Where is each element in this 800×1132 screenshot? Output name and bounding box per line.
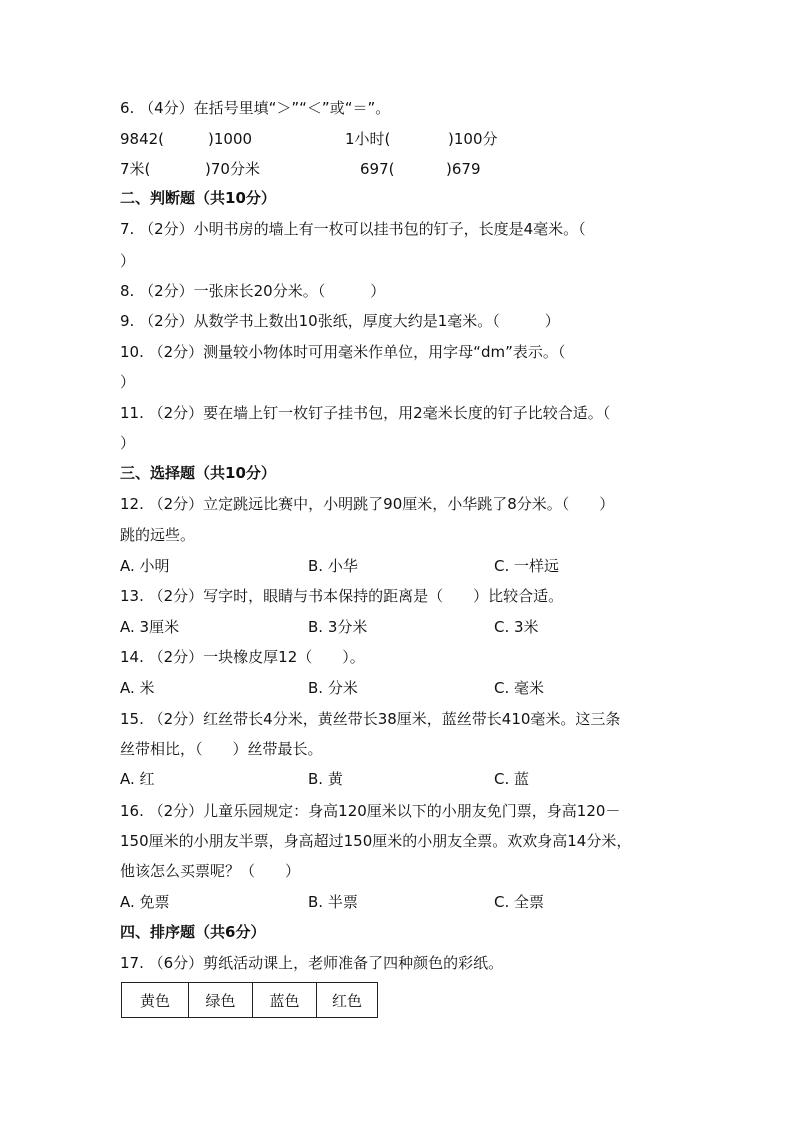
q14-option-c: C. 毫米 — [494, 679, 545, 697]
q11-line2: ） — [120, 434, 136, 452]
q13-option-a: A. 3厘米 — [120, 618, 180, 636]
table-row — [122, 983, 378, 1018]
q6-item-4-right: )679 — [446, 160, 481, 178]
q12-line1: 12. （2分）立定跳远比赛中，小明跳了90厘米，小华跳了8分米。（ ） — [120, 495, 615, 513]
q13-line1: 13. （2分）写字时，眼睛与书本保持的距离是（ ）比较合适。 — [120, 587, 564, 605]
q6-item-1-right: )1000 — [208, 130, 253, 148]
q16-line2: 150厘米的小朋友半票，身高超过150厘米的小朋友全票。欢欢身高14分米， — [120, 832, 632, 850]
q6-item-2-left: 1小时( — [345, 130, 391, 148]
color-paper-table — [121, 982, 378, 1018]
q6-item-3-right: )70分米 — [205, 160, 260, 178]
q12-option-b: B. 小华 — [308, 557, 358, 575]
q15-option-c: C. 蓝 — [494, 770, 530, 788]
q9: 9. （2分）从数学书上数出10张纸，厚度大约是1毫米。（ ） — [120, 312, 560, 330]
q16-line1: 16. （2分）儿童乐园规定：身高120厘米以下的小朋友免门票，身高120－ — [120, 802, 621, 820]
q8: 8. （2分）一张床长20分米。（ ） — [120, 282, 386, 300]
q11-line1: 11. （2分）要在墙上钉一枚钉子挂书包，用2毫米长度的钉子比较合适。（ — [120, 404, 611, 422]
q15-option-b: B. 黄 — [308, 770, 343, 788]
q13-option-c: C. 3米 — [494, 618, 539, 636]
q6-item-1-left: 9842( — [120, 130, 165, 148]
q15-line1: 15. （2分）红丝带长4分米，黄丝带长38厘米，蓝丝带长410毫米。这三条 — [120, 710, 621, 728]
color-cell-blue: 蓝色 — [253, 983, 317, 1018]
q12-option-a: A. 小明 — [120, 557, 170, 575]
q17-line1: 17. （6分）剪纸活动课上，老师准备了四种颜色的彩纸。 — [120, 954, 504, 972]
q10-line1: 10. （2分）测量较小物体时可用毫米作单位，用字母“dm”表示。（ — [120, 343, 566, 361]
q6-stem: 6. （4分）在括号里填“＞”“＜”或“＝”。 — [120, 99, 391, 117]
q6-item-4-left: 697( — [360, 160, 395, 178]
q7-line1: 7. （2分）小明书房的墙上有一枚可以挂书包的钉子，长度是4毫米。（ — [120, 220, 586, 238]
section4-heading: 四、排序题（共6分） — [120, 923, 266, 941]
section2-heading: 二、判断题（共10分） — [120, 189, 276, 207]
q6-item-2-right: )100分 — [448, 130, 498, 148]
color-cell-red: 红色 — [317, 983, 378, 1018]
q6-item-3-left: 7米( — [120, 160, 151, 178]
q13-option-b: B. 3分米 — [308, 618, 368, 636]
q15-option-a: A. 红 — [120, 770, 155, 788]
q7-line2: ） — [120, 252, 136, 270]
q16-option-c: C. 全票 — [494, 893, 545, 911]
q16-option-a: A. 免票 — [120, 893, 170, 911]
q16-line3: 他该怎么买票呢？（ ） — [120, 862, 301, 880]
q14-option-b: B. 分米 — [308, 679, 358, 697]
q14-option-a: A. 米 — [120, 679, 155, 697]
q12-line2: 跳的远些。 — [120, 526, 196, 544]
q15-line2: 丝带相比，（ ）丝带最长。 — [120, 740, 323, 758]
q12-option-c: C. 一样远 — [494, 557, 560, 575]
q14-line1: 14. （2分）一块橡皮厚12（ ）。 — [120, 648, 365, 666]
color-cell-green: 绿色 — [189, 983, 253, 1018]
section3-heading: 三、选择题（共10分） — [120, 464, 276, 482]
q10-line2: ） — [120, 373, 136, 391]
q16-option-b: B. 半票 — [308, 893, 358, 911]
color-cell-yellow: 黄色 — [122, 983, 189, 1018]
